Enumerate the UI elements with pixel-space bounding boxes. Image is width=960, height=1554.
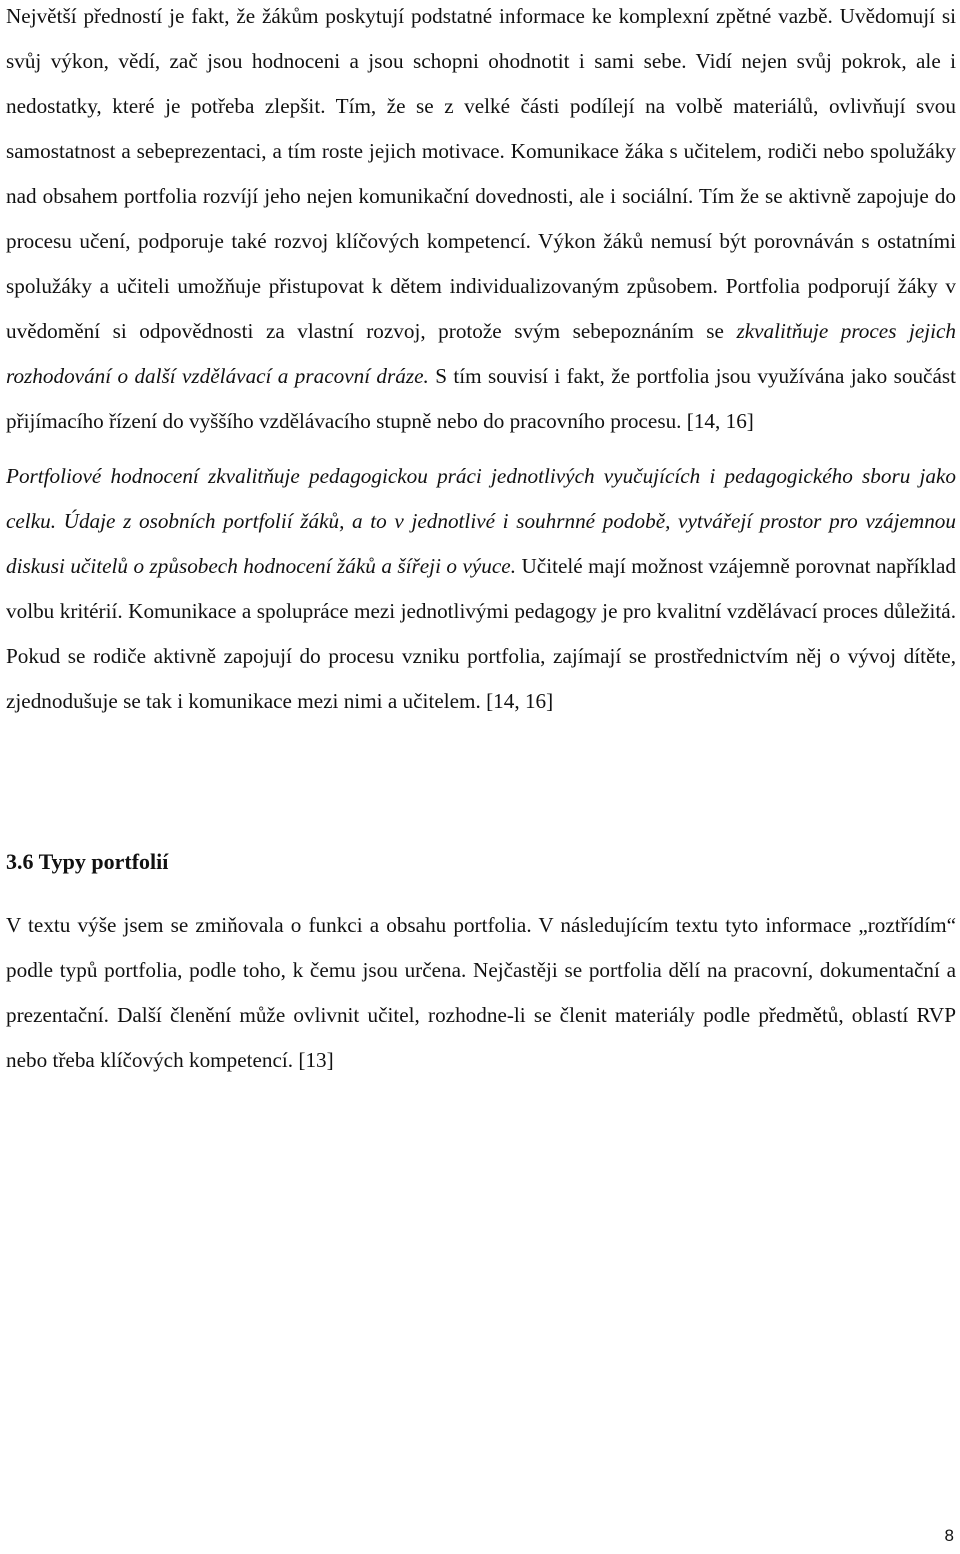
paragraph-emphasis: Portfoliové hodnocení zkvalitňuje pedagogickou práci jednotlivých vyučujících i pedagogického sboru jako celku. Údaje z osobních portfolií žáků, a to v jednotlivé i souhrnné podobě, vytvářejí prostor pro vzájemnou diskusi učitelů o způsobech hodnocení žáků a šířeji o výuce. xyxy=(6,464,956,578)
paragraph-feedback-benefits xyxy=(6,0,956,444)
paragraph-text: Největší předností je fakt, že žákům poskytují podstatné informace ke komplexní zpětné vazbě. Uvědomují si svůj výkon, vědí, zač jsou hodnoceni a jsou schopni ohodnotit i sami sebe. Vidí nejen svůj pokrok, ale i nedostatky, které je potřeba zlepšit. Tím, že se z velké části podílejí na volbě materiálů, ovlivňují svou samostatnost a sebeprezentaci, a tím roste jejich motivace. Komunikace žáka s učitelem, rodiči nebo spolužáky nad obsahem portfolia rozvíjí jeho nejen komunikační dovednosti, ale i sociální. Tím že se aktivně zapojuje do procesu učení, podporuje také rozvoj klíčových kompetencí. Výkon žáků nemusí být porovnáván s ostatními spolužáky a učiteli umožňuje přistupovat k dětem individualizovaným způsobem. Portfolia podporují žáky v uvědomění si odpovědnosti za vlastní rozvoj, protože svým sebepoznáním se xyxy=(6,4,956,343)
paragraph-text: Učitelé mají možnost vzájemně porovnat například volbu kritérií. Komunikace a spolupráce mezi jednotlivými pedagogy je pro kvalitní vzdělávací proces důležitá. Pokud se rodiče aktivně zapojují do procesu vzniku portfolia, zajímají se prostřednictvím něj o vývoj dítěte, zjednodušuje se tak i komunikace mezi nimi a učitelem. [14, 16] xyxy=(6,554,957,713)
section-spacer xyxy=(6,724,956,839)
paragraph-portfolio-types: V textu výše jsem se zmiňovala o funkci a obsahu portfolia. V následujícím textu tyto informace „roztřídím“ podle typů portfolia, podle toho, k čemu jsou určena. Nejčastěji se portfolia dělí na pracovní, dokumentační a prezentační. Další členění může ovlivnit učitel, rozhodne-li se členit materiály podle předmětů, oblastí RVP nebo třeba klíčových kompetencí. [13] xyxy=(6,913,956,1072)
page-number: 8 xyxy=(944,1526,954,1545)
paragraph-teacher-collaboration xyxy=(6,454,956,724)
section-heading: 3.6 Typy portfolií xyxy=(6,849,169,874)
paragraph-emphasis: zkvalitňuje proces jejich rozhodování o další vzdělávací a pracovní dráze. xyxy=(6,319,957,388)
document-page xyxy=(6,0,956,1083)
paragraph-text: S tím souvisí i fakt, že portfolia jsou využívána jako součást přijímacího řízení do vyššího vzdělávacího stupně nebo do pracovního procesu. [14, 16] xyxy=(6,364,956,433)
